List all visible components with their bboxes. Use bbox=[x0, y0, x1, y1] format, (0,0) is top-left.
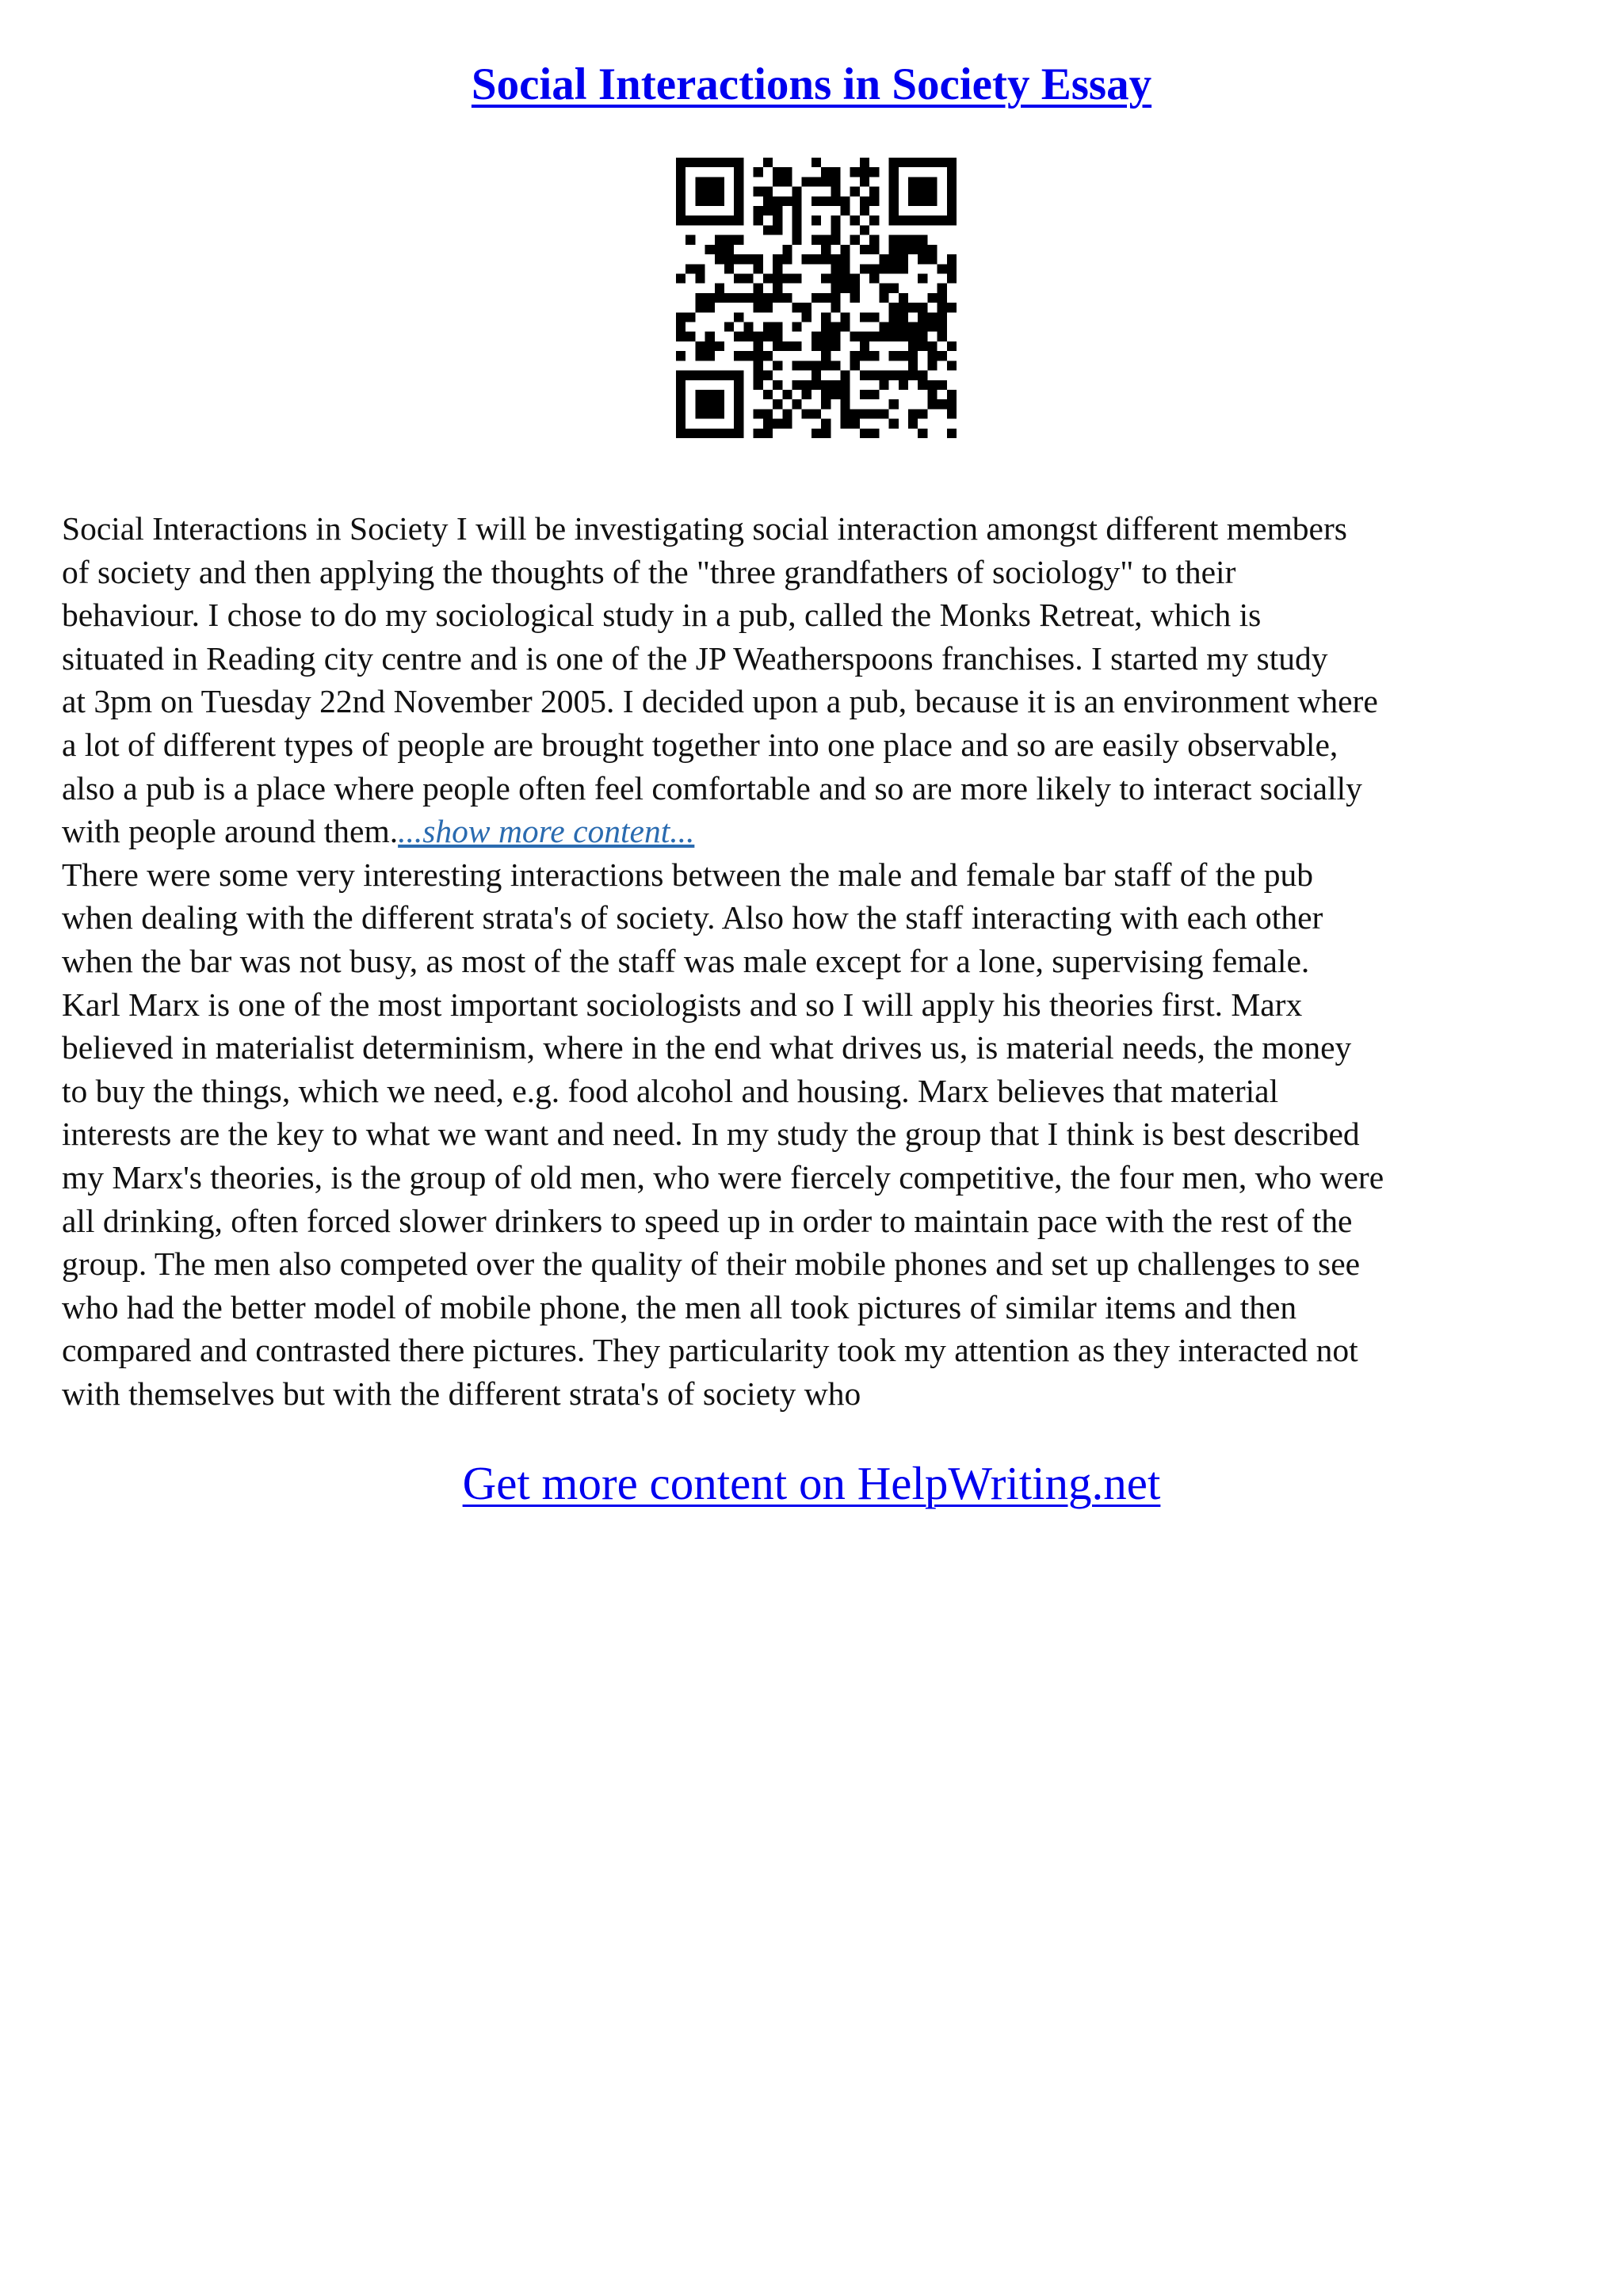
essay-line: a lot of different types of people are brought together into one place and so are easily observable, bbox=[62, 726, 1338, 763]
essay-line: Social Interactions in Society I will be investigating social interaction amongst different members bbox=[62, 510, 1347, 547]
show-more-content-link[interactable]: ...show more content... bbox=[398, 813, 695, 850]
essay-line bbox=[62, 810, 1568, 853]
essay-line: compared and contrasted there pictures. They particularity took my attention as they interacted not bbox=[62, 1332, 1358, 1369]
essay-line: my Marx's theories, is the group of old men, who were fiercely competitive, the four men, who were bbox=[62, 1158, 1384, 1196]
helpwriting-link[interactable]: Get more content on HelpWriting.net bbox=[462, 1457, 1161, 1509]
essay-paragraph-continued bbox=[62, 853, 1568, 1416]
essay-line: with themselves but with the different strata's of society who bbox=[62, 1375, 861, 1412]
essay-line: Karl Marx is one of the most important sociologists and so I will apply his theories first. Marx bbox=[62, 986, 1303, 1023]
qr-code-icon bbox=[676, 158, 957, 438]
essay-title-link[interactable]: Social Interactions in Society Essay bbox=[471, 59, 1152, 109]
essay-line: at 3pm on Tuesday 22nd November 2005. I decided upon a pub, because it is an environment where bbox=[62, 683, 1378, 720]
essay-line: all drinking, often forced slower drinkers to speed up in order to maintain pace with the rest of the bbox=[62, 1202, 1353, 1239]
essay-line: believed in materialist determinism, where in the end what drives us, is material needs, the money bbox=[62, 1029, 1352, 1066]
essay-line: when dealing with the different strata's of society. Also how the staff interacting with each other bbox=[62, 899, 1323, 936]
essay-body bbox=[62, 507, 1568, 1415]
essay-line: interests are the key to what we want and need. In my study the group that I think is best described bbox=[62, 1116, 1360, 1153]
essay-line: group. The men also competed over the quality of their mobile phones and set up challenges to see bbox=[62, 1245, 1361, 1283]
essay-line: situated in Reading city centre and is one of the JP Weatherspoons franchises. I started my study bbox=[62, 639, 1328, 677]
essay-line-text: with people around them. bbox=[62, 813, 399, 850]
essay-line: behaviour. I chose to do my sociological study in a pub, called the Monks Retreat, which is bbox=[62, 597, 1262, 634]
essay-line: also a pub is a place where people often feel comfortable and so are more likely to interact socially bbox=[62, 769, 1362, 807]
essay-line: There were some very interesting interactions between the male and female bar staff of the pub bbox=[62, 856, 1314, 893]
essay-line: when the bar was not busy, as most of the staff was male except for a lone, supervising female. bbox=[62, 942, 1310, 979]
essay-paragraph-intro bbox=[62, 507, 1568, 810]
essay-line: who had the better model of mobile phone, the men all took pictures of similar items and then bbox=[62, 1288, 1297, 1325]
essay-line: to buy the things, which we need, e.g. food alcohol and housing. Marx believes that material bbox=[62, 1072, 1279, 1109]
essay-line: of society and then applying the thoughts of the "three grandfathers of sociology" to their bbox=[62, 553, 1236, 590]
